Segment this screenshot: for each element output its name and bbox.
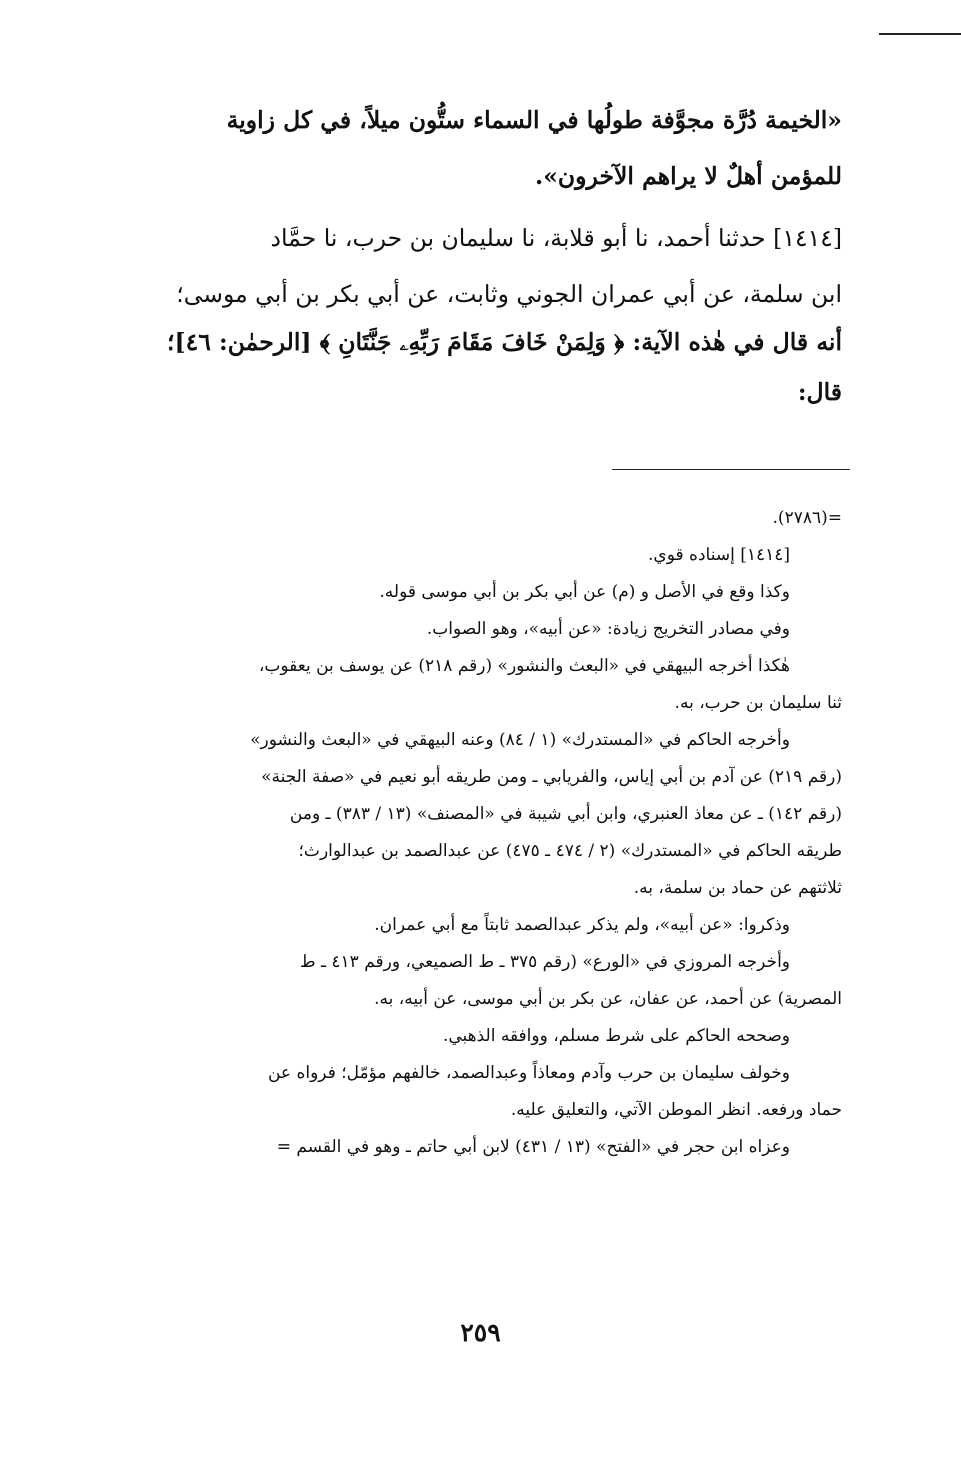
footnote-line: حماد ورفعه. انظر الموطن الآتي، والتعليق عليه. <box>510 1100 842 1120</box>
footnote-line: وصححه الحاكم على شرط مسلم، ووافقه الذهبي. <box>442 1026 790 1046</box>
footnote-line: المصرية) عن أحمد، عن عفان، عن بكر بن أبي موسى، عن أبيه، به. <box>374 989 842 1009</box>
footnote-line: (رقم ٢١٩) عن آدم بن أبي إياس، والفريابي ـ ومن طريقه أبو نعيم في «صفة الجنة» <box>261 767 842 787</box>
footnote-line: =(٢٧٨٦). <box>772 508 842 528</box>
main-text-line: «الخيمة دُرَّة مجوَّفة طولُها في السماء ستُّون ميلاً، في كل زاوية <box>226 106 842 134</box>
main-text-line: قال: <box>797 378 842 406</box>
footnote-line: وذكروا: «عن أبيه»، ولم يذكر عبدالصمد ثابتاً مع أبي عمران. <box>374 915 790 935</box>
main-text-line: للمؤمن أهلٌ لا يراهم الآخرون». <box>535 162 842 190</box>
main-text-line: [١٤١٤] حدثنا أحمد، نا أبو قلابة، نا سليمان بن حرب، نا حمَّاد <box>270 224 842 252</box>
footnote-line: طريقه الحاكم في «المستدرك» (٢ / ٤٧٤ ـ ٤٧٥) عن عبدالصمد بن عبدالوارث؛ <box>298 841 842 861</box>
footnote-line: (رقم ١٤٢) ـ عن معاذ العنبري، وابن أبي شيبة في «المصنف» (١٣ / ٣٨٣) ـ ومن <box>289 804 842 824</box>
footnote-line: وكذا وقع في الأصل و (م) عن أبي بكر بن أبي موسى قوله. <box>379 582 790 602</box>
footnote-line: وخولف سليمان بن حرب وآدم ومعاذاً وعبدالصمد، خالفهم مؤمّل؛ فرواه عن <box>267 1063 790 1083</box>
footnote-line: وعزاه ابن حجر في «الفتح» (١٣ / ٤٣١) لابن أبي حاتم ـ وهو في القسم = <box>276 1137 790 1157</box>
footnote-line: [١٤١٤] إسناده قوي. <box>648 545 790 565</box>
footnote-line: وأخرجه المروزي في «الورع» (رقم ٣٧٥ ـ ط الصميعي، ورقم ٤١٣ ـ ط <box>299 952 790 972</box>
footnote-line: هٰكذا أخرجه البيهقي في «البعث والنشور» (رقم ٢١٨) عن يوسف بن يعقوب، <box>258 656 790 676</box>
main-text-block <box>130 92 842 420</box>
footnote-line: وأخرجه الحاكم في «المستدرك» (١ / ٨٤) وعنه البيهقي في «البعث والنشور» <box>250 730 790 750</box>
page-number: ٢٥٩ <box>460 1318 501 1347</box>
header-rule <box>879 33 961 35</box>
main-text-line: ابن سلمة، عن أبي عمران الجوني وثابت، عن أبي بكر بن أبي موسى؛ <box>176 280 842 308</box>
footnote-line: وفي مصادر التخريج زيادة: «عن أبيه»، وهو الصواب. <box>426 619 790 639</box>
footnote-line: ثنا سليمان بن حرب، به. <box>674 693 842 713</box>
main-text-line: أنه قال في هٰذه الآية: ﴿ وَلِمَنْ خَافَ مَقَامَ رَبِّهِۦ جَنَّتَانِ ﴾ [الرحمٰن: ٤٦]؛ <box>167 328 842 356</box>
footnote-line: ثلاثتهم عن حماد بن سلمة، به. <box>633 878 842 898</box>
footnotes-block <box>130 500 842 1166</box>
footnote-separator <box>612 469 850 470</box>
